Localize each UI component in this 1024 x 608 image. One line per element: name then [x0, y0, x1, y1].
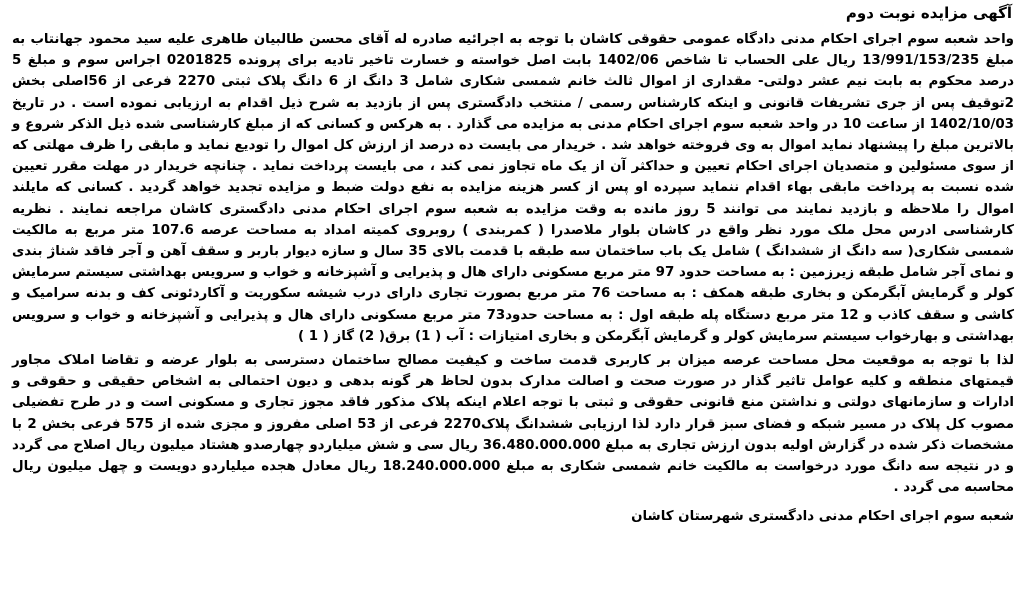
notice-paragraph-main: واحد شعبه سوم اجرای احکام مدنی دادگاه عمومی حقوقی کاشان با توجه به اجرائیه صادره له آقای محسن طالبیان طاهری علیه سید محمود جهانتاب به مبلغ 13/991/153/235 ریال علی الحساب تا شاخص 1402/06 بابت اصل خواسته و خسارت تاخیر تادیه برای پرونده 0201825 اجراس سوم و مبلغ 5 درصد محکوم به بابت نیم عشر دولتی- مقداری از اموال ثالث خانم شمسی شکاری شامل 3 دانگ از 6 دانگ پلاک ثبتی 2270 فرعی از 56اصلی بخش 2توقیف پس از جری تشریفات قانونی و اینکه کارشناس رسمی / منتخب دادگستری پس از بازدید به شرح ذیل اقدام به ارزیابی نموده است . در تاریخ 1402/10/03 از ساعت 10 در واحد شعبه سوم اجرای احکام مدنی به مزایده می گذارد . به هرکس و کسانی که از مبلغ کارشناسی شده ذیل الذکر شروع و بالاترین مبلغ را پیشنهاد نماید اموال به وی فروخته خواهد شد . خریدار می بایست ده درصد از ارزش کل اموال را تودیع نماید و مابقی را ظرف مهلتی که از سوی مسئولین و متصدیان اجرای احکام تعیین و حداکثر آن از یک ماه تجاوز نمی کند ، می بایست پرداخت نماید . چنانچه خریدار در مهلت مقرر تعیین شده نسبت به پرداخت مابقی بهاء اقدام ننماید سپرده او پس از کسر هزینه مزایده به نفع دولت ضبط و مزایده تجدید خواهد گردید . کسانی که مایلند اموال را ملاحظه و بازدید نمایند می توانند 5 روز مانده به وقت مزایده به شعبه سوم اجرای احکام مدنی دادگستری کاشان مراجعه نمایند . نظریه کارشناسی ادرس محل ملک مورد نظر واقع در کاشان بلوار ملاصدرا ( کمربندی ) روبروی کمیته امداد به مساحت عرصه 107.6 متر مربع به مالکیت شمسی شکاری( سه دانگ از ششدانگ ) شامل یک باب ساختمان سه طبقه با قدمت بالای 35 سال و سازه دیوار باربر و سقف آهن و آجر فاقد شناژ بندی و نمای آجر شامل طبقه زیرزمین : به مساحت حدود 97 متر مربع مسکونی دارای هال و پذیرایی و آشپزخانه و خواب و سرویس بهداشتی سیستم سرمایش کولر و گرمایش آبگرمکن و بخاری طبقه همکف : به مساحت 76 متر مربع بصورت تجاری دارای درب شیشه سکوریت و آکاردئونی کف و بدنه سرامیک و کاشی و سقف کاذب و 12 متر مربع دستگاه پله طبقه اول : به مساحت حدود73 متر مربع مسکونی دارای هال و پذیرایی و آشپزخانه و خواب و سرویس بهداشتی و بهارخواب سیستم سرمایش کولر و گرمایش آبگرمکن و بخاری امتیازات : آب ( 1) برق( 2) گاز ( 1 )	[12, 32, 1015, 344]
notice-footer-signature: شعبه سوم اجرای احکام مدنی دادگستری شهرستان کاشان	[631, 509, 1014, 525]
notice-paragraph-valuation: لذا با توجه به موقعیت محل مساحت عرصه میزان بر کاربری قدمت ساخت و کیفیت مصالح ساختمان دسترسی به بلوار عرضه و تقاضا املاک مجاور قیمتهای منطقه و کلیه عوامل تاثیر گذار در صورت صحت و اصالت مدارک بدون لحاظ هر گونه بدهی و دیون احتمالی به اشخاص حقیقی و حقوقی و ادارات و سازمانهای دولتی و نداشتن منع قانونی حقوقی و ثبتی با توجه اعلام اینکه پلاک مذکور فاقد مجوز تجاری و مسکونی است و در طرح تفضیلی مصوب کل پلاک در مسیر شبکه و فضای سبز قرار دارد لذا ارزیابی ششدانگ پلاک2270 فرعی از 53 اصلی مفروز و مجزی شده از 575 فرعی بخش 2 با مشخصات ذکر شده در گزارش اولیه بدون ارزش تجاری به مبلغ 36.480.000.000 ریال سی و شش میلیاردو چهارصدو هشتاد میلیون ریال اصلاح می گردد و در نتیجه سه دانگ مورد درخواست به مالکیت خانم شمسی شکاری به مبلغ 18.240.000.000 ریال معادل هجده میلیاردو دویست و چهل میلیون ریال محاسبه می گردد .	[12, 353, 1015, 496]
notice-title: آگهی مزایده نوبت دوم	[845, 4, 1012, 22]
